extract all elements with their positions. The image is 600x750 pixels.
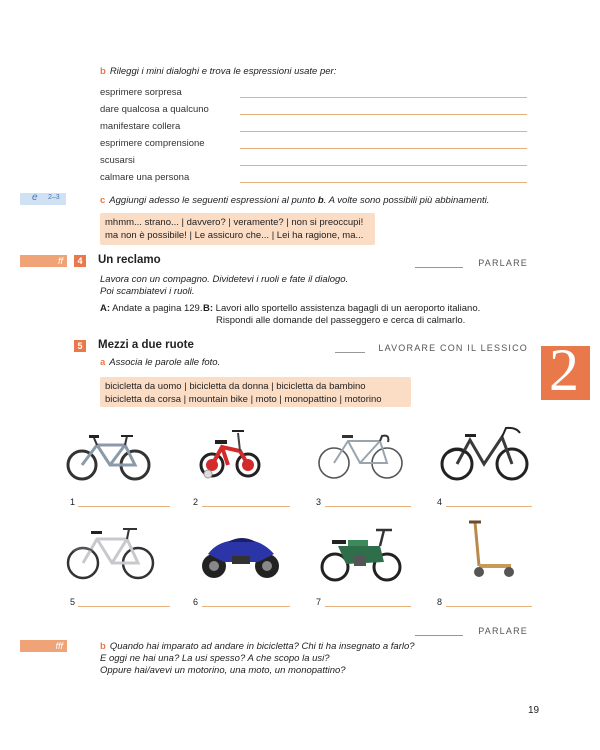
speaking-question-2: E oggi ne hai una? La usi spesso? A che scopo la usi? xyxy=(100,653,330,664)
photo-number-7: 7 xyxy=(316,597,322,607)
answer-line[interactable] xyxy=(240,182,527,183)
answer-line[interactable] xyxy=(325,506,411,507)
tag-number: 2–3 xyxy=(48,194,60,201)
answer-line[interactable] xyxy=(325,606,411,607)
photo-number-5: 5 xyxy=(70,597,76,607)
answer-line[interactable] xyxy=(446,506,532,507)
answer-line[interactable] xyxy=(202,506,290,507)
letter-b-2: b xyxy=(100,641,106,652)
list-item: calmare una persona xyxy=(100,172,190,183)
answer-line[interactable] xyxy=(202,606,290,607)
photo-childrens-bike xyxy=(198,425,264,482)
chapter-number: 2 xyxy=(549,337,579,403)
role-a: A: Andate a pagina 129. xyxy=(100,303,203,314)
answer-line[interactable] xyxy=(78,506,170,507)
tag-letter: e xyxy=(32,192,38,203)
photo-number-4: 4 xyxy=(437,497,443,507)
speaking-question-3: Oppure hai/avevi un motorino, una moto, un monopattino? xyxy=(100,665,346,676)
list-item: manifestare collera xyxy=(100,121,181,132)
photo-moped xyxy=(318,526,404,582)
list-item: dare qualcosa a qualcuno xyxy=(100,104,209,115)
letter-c: c xyxy=(100,195,106,206)
expressions-line-1: mhmm... strano... | davvero? | veramente? | non si preoccupi! xyxy=(105,217,364,228)
section-tag-lessico: LAVORARE CON IL LESSICO xyxy=(378,343,528,353)
exercise-title-4: Un reclamo xyxy=(98,254,161,266)
answer-line[interactable] xyxy=(240,131,527,132)
exercise-4-intro-2: Poi scambiatevi i ruoli. xyxy=(100,286,195,297)
answer-line[interactable] xyxy=(240,114,527,115)
section-tag-parlare: PARLARE xyxy=(478,258,528,268)
header-bar-group xyxy=(20,640,67,652)
photo-mens-bike xyxy=(65,525,157,581)
photo-number-3: 3 xyxy=(316,497,322,507)
exercise-title-5: Mezzi a due ruote xyxy=(98,339,194,351)
photo-number-2: 2 xyxy=(193,497,199,507)
exercise-number-4: 4 xyxy=(74,255,86,267)
photo-racing-bike xyxy=(318,432,404,482)
exercise-c-instruction: c Aggiungi adesso le seguenti espressioni al punto b. A volte sono possibili più abbinamenti. xyxy=(100,195,490,206)
photo-number-6: 6 xyxy=(193,597,199,607)
list-item: scusarsi xyxy=(100,155,135,166)
answer-line[interactable] xyxy=(446,606,532,607)
vocabulary-line-2: bicicletta da corsa | mountain bike | moto | monopattino | motorino xyxy=(105,394,382,405)
answer-line[interactable] xyxy=(78,606,170,607)
answer-line[interactable] xyxy=(240,165,527,166)
list-item: esprimere comprensione xyxy=(100,138,205,149)
exercise-5-instruction: a Associa le parole alle foto. xyxy=(100,357,221,368)
photo-womens-bike xyxy=(440,425,530,482)
pair-work-icon: ff xyxy=(57,256,63,266)
tag-line xyxy=(415,635,463,636)
expressions-line-2: ma non è possibile! | Le assicuro che... | Lei ha ragione, ma... xyxy=(105,230,364,241)
role-b-line-2: Rispondi alle domande del passeggero e cerca di calmarlo. xyxy=(216,315,466,326)
letter-a: a xyxy=(100,357,106,368)
photo-scooter xyxy=(455,518,517,580)
vocabulary-line-1: bicicletta da uomo | bicicletta da donna | bicicletta da bambino xyxy=(105,381,366,392)
page-number: 19 xyxy=(528,705,540,716)
tag-line xyxy=(415,267,463,268)
role-b: B: Lavori allo sportello assistenza bagagli di un aeroporto italiano. xyxy=(203,303,481,314)
letter-b: b xyxy=(100,66,106,77)
group-work-icon: fff xyxy=(55,641,63,651)
photo-mountain-bike xyxy=(65,432,155,482)
expressions-box xyxy=(100,213,375,245)
exercise-book-tag xyxy=(20,193,66,205)
vocabulary-box xyxy=(100,377,411,407)
exercise-number-5: 5 xyxy=(74,340,86,352)
exercise-b-instruction: b Rileggi i mini dialoghi e trova le espressioni usate per: xyxy=(100,66,337,77)
speaking-question-1: b Quando hai imparato ad andare in bicicletta? Chi ti ha insegnato a farlo? xyxy=(100,641,415,652)
photo-motorcycle xyxy=(198,530,284,580)
answer-line[interactable] xyxy=(240,97,527,98)
answer-line[interactable] xyxy=(240,148,527,149)
photo-number-1: 1 xyxy=(70,497,76,507)
section-tag-parlare-2: PARLARE xyxy=(478,626,528,636)
header-bar-4 xyxy=(20,255,67,267)
tag-line xyxy=(335,352,365,353)
photo-number-8: 8 xyxy=(437,597,443,607)
chapter-tab xyxy=(541,337,590,403)
exercise-4-intro-1: Lavora con un compagno. Dividetevi i ruoli e fate il dialogo. xyxy=(100,274,349,285)
list-item: esprimere sorpresa xyxy=(100,87,182,98)
